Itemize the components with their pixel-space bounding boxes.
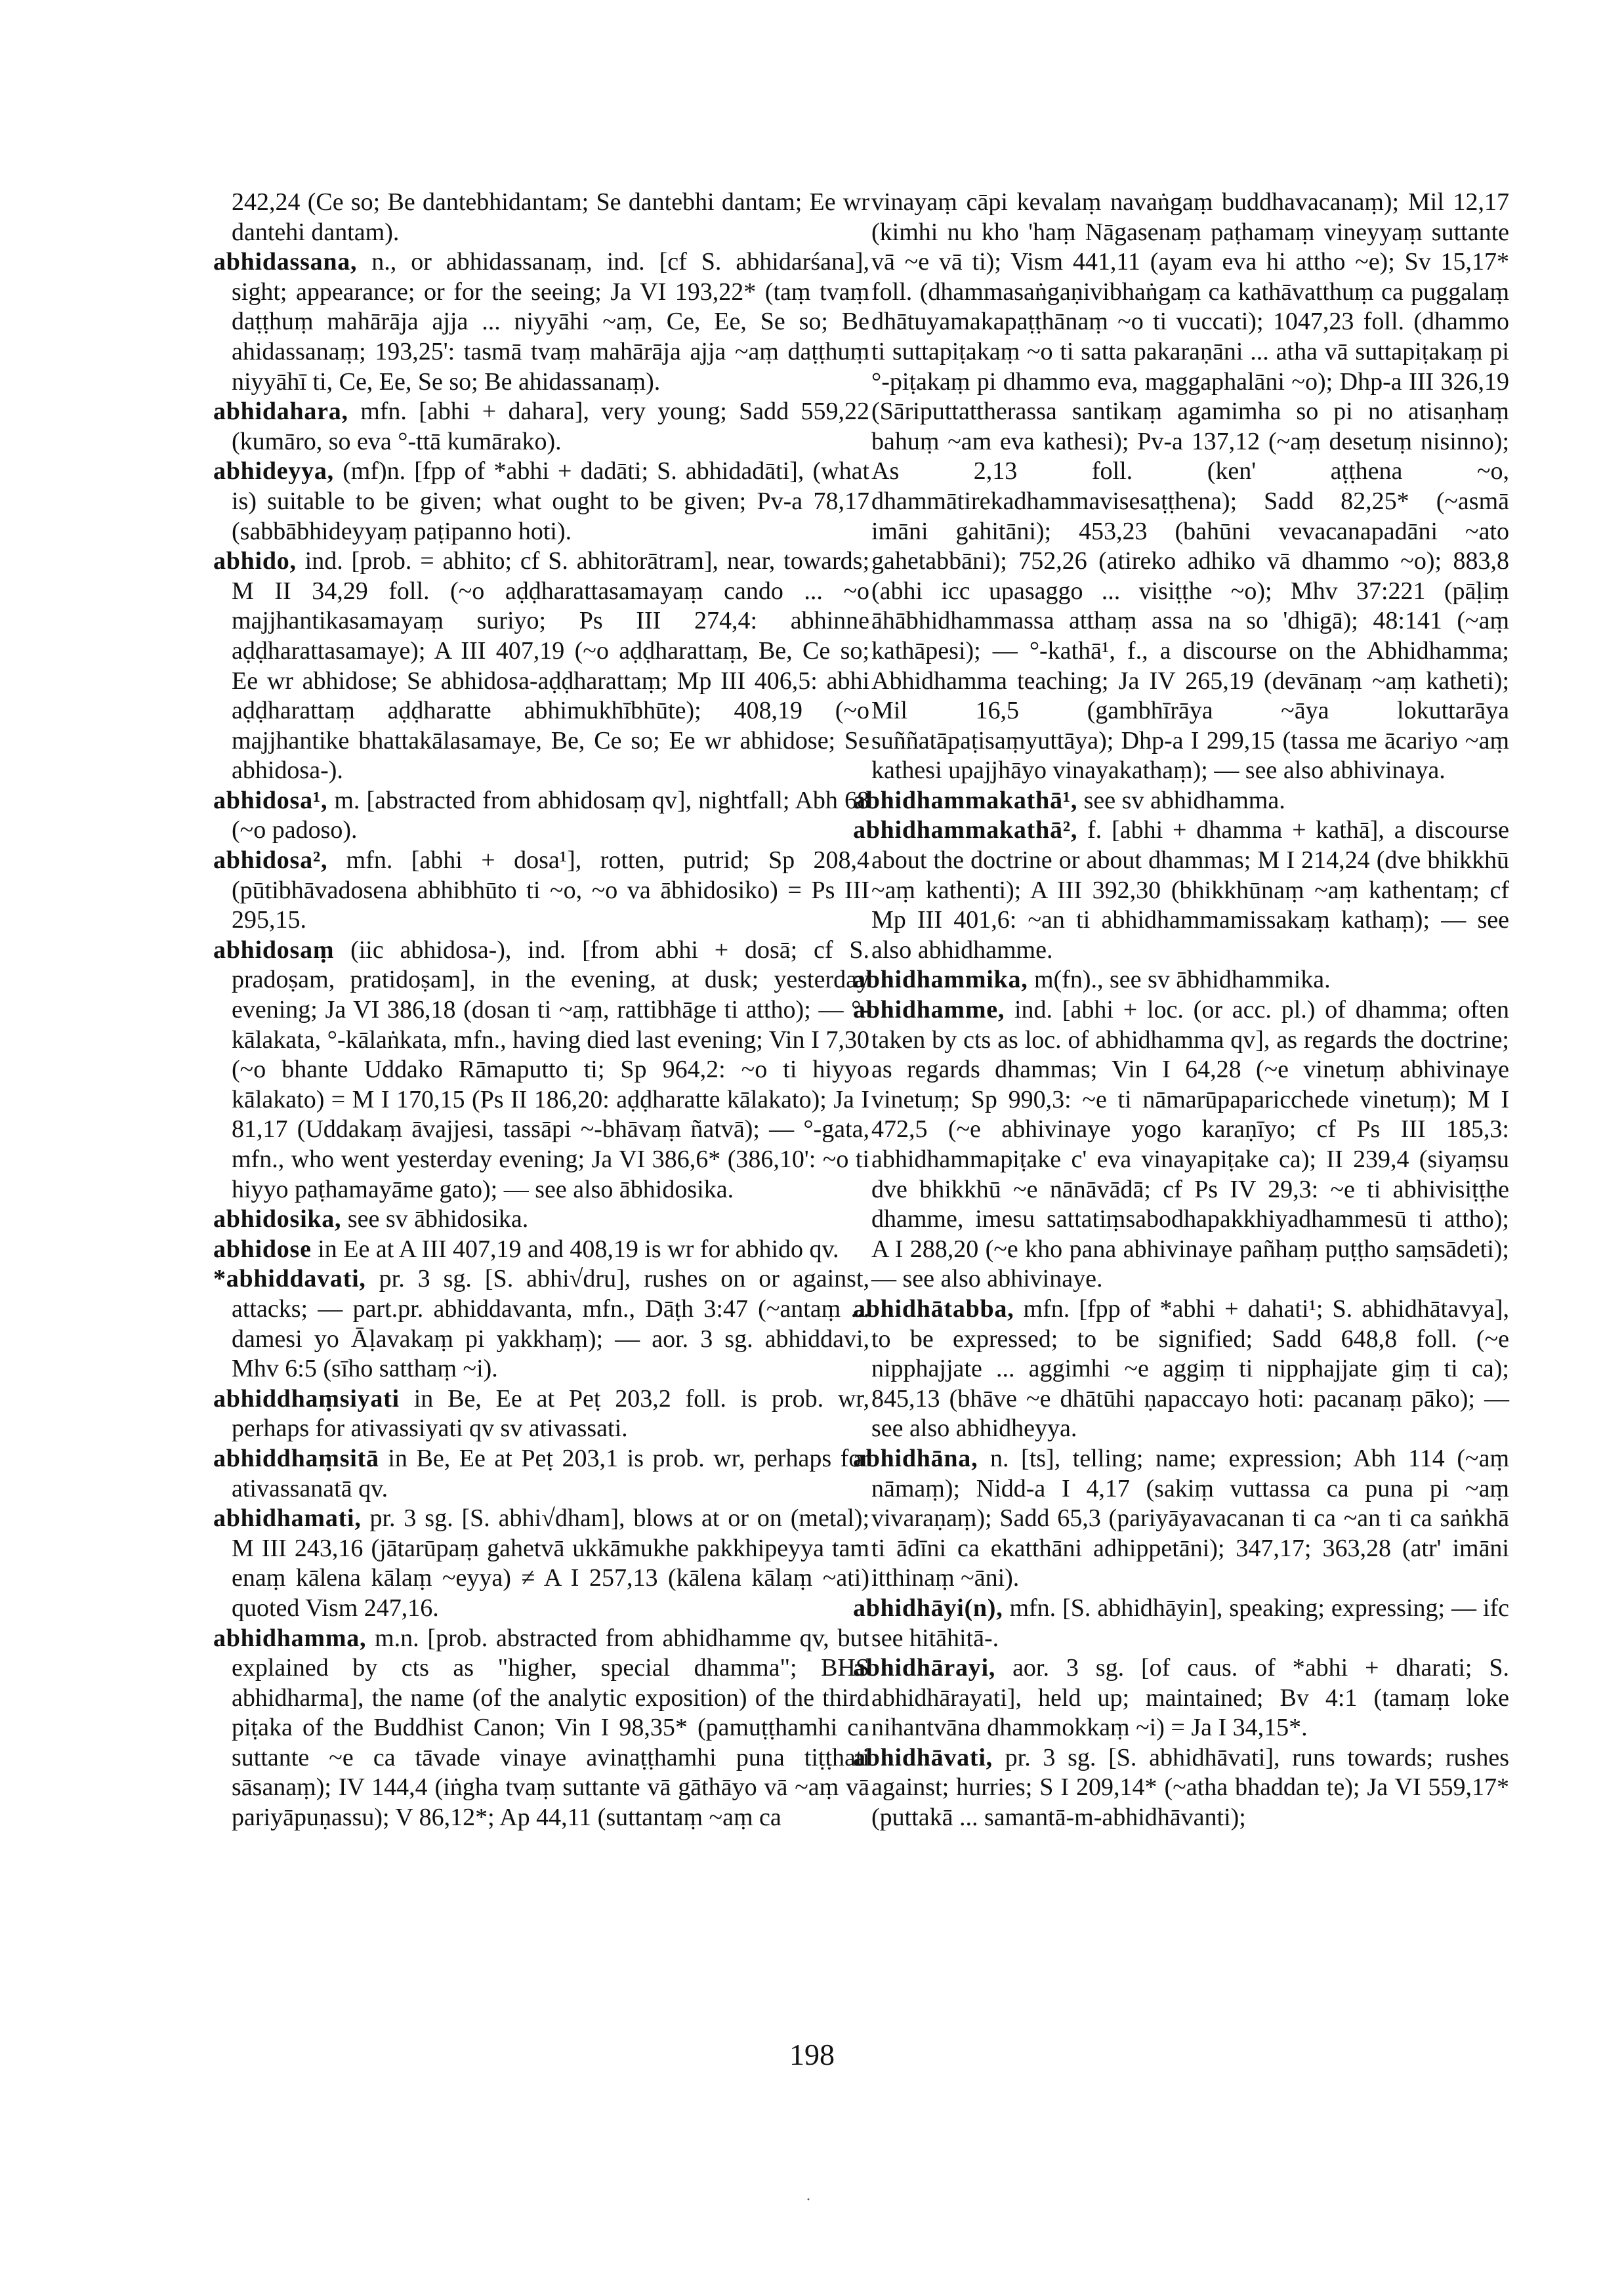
entry-text: ind. [prob. = abhito; cf S. abhitorātram], near, towards; M II 34,29 foll. (~o aḍḍharattasamayaṃ cando ... ~o majjhantikasamayaṃ suriyo; Ps III 274,4: abhinne aḍḍharattasamaye); A III 407,19 (~o aḍḍharattaṃ, Be, Ce so; Ee wr abhidose; Se abhidosa-aḍḍharattaṃ; Mp III 406,5: abhi aḍḍharattaṃ aḍḍharatte abhimukhībhūte); 408,19 (~o majjhantike bhattakālasamaye, Be, Ce so; Ee wr abhidose; Se abhidosa-). [232,547,870,785]
entry-text: see sv abhidhamma. [1083,786,1285,814]
entry-headword: abhidhāyi(n), [853,1594,1003,1622]
entry-text: pr. 3 sg. [S. abhi√dru], rushes on or against, attacks; — part.pr. abhiddavanta, mfn., Dāṭh 3:47 (~antaṃ ... damesi yo Āḷavakaṃ pi yakkhaṃ); — aor. 3 sg. abhiddavi, Mhv 6:5 (sīho satthaṃ ~i). [232,1265,870,1383]
entry-headword: abhideyya, [213,457,334,486]
entry-headword: abhidosika, [213,1205,342,1233]
dictionary-entry [853,965,1509,995]
dictionary-entry [213,188,869,247]
entry-text: mfn. [abhi + dosa¹], rotten, putrid; Sp 208,4 (pūtibhāvadosena abhibhūto ti ~o, ~o va ābhidosiko) = Ps III 295,15. [232,846,869,934]
dictionary-entry [213,786,869,846]
entry-headword: abhidhārayi, [853,1654,996,1682]
dictionary-entry [213,1205,869,1235]
entry-text: m. [abstracted from abhidosaṃ qv], nightfall; Abh 68 (~o padoso). [232,786,870,844]
dictionary-entry [853,786,1509,816]
entry-text: (iic abhidosa-), ind. [from abhi + dosā; cf S. pradoṣam, pratidoṣam], in the evening, at dusk; yesterday evening; Ja VI 386,18 (dosan ti ~aṃ, rattibhāge ti attho); — °-kālakata, °-kālaṅkata, mfn., having died last evening; Vin I 7,30 (~o bhante Uddako Rāmaputto ti; Sp 964,2: ~o ti hiyyo kālakato) = M I 170,15 (Ps II 186,20: aḍḍharatte kālakato); Ja I 81,17 (Uddakaṃ āvajjesi, tassāpi ~-bhāvaṃ ñatvā); — °-gata, mfn., who went yesterday evening; Ja VI 386,6* (386,10': ~o ti hiyyo paṭhamayāme gato); — see also ābhidosika. [232,936,869,1203]
entry-text: vinayaṃ cāpi kevalaṃ navaṅgaṃ buddhavacanaṃ); Mil 12,17 (kimhi nu kho 'haṃ Nāgasenaṃ paṭhamaṃ vineyyaṃ suttante vā ~e vā ti); Vism 441,11 (ayam eva hi attho ~e); Sv 15,17* foll. (dhammasaṅgaṇivibhaṅgaṃ ca kathāvatthuṃ ca puggalaṃ dhātuyamakapaṭṭhānaṃ ~o ti vuccati); 1047,23 foll. (dhammo ti suttapiṭakaṃ ~o ti satta pakaraṇāni ... atha vā suttapiṭakaṃ pi °-piṭakaṃ pi dhammo eva, maggaphalāni ~o); Dhp-a III 326,19 (Sāriputtattherassa santikaṃ agamimha so pi no atisaṇhaṃ bahuṃ ~am eva kathesi); Pv-a 137,12 (~aṃ desetuṃ nisinno); As 2,13 foll. (ken' aṭṭhena ~o, dhammātirekadhammavisesaṭṭhena); Sadd 82,25* (~asmā imāni gahitāni); 453,23 (bahūni vevacanapadāni ~ato gahetabbāni); 752,26 (atireko adhiko vā dhammo ~o); 883,8 (abhi icc upasaggo ... visiṭṭhe ~o); Mhv 37:221 (pāḷiṃ āhābhidhammassa atthaṃ assa na so 'dhigā); 48:141 (~aṃ kathāpesi); — °-kathā¹, f., a discourse on the Abhidhamma; Abhidhamma teaching; Ja IV 265,19 (devānaṃ ~aṃ katheti); Mil 16,5 (gambhīrāya ~āya lokuttarāya suññatāpaṭisaṃyuttāya); Dhp-a I 299,15 (tassa me ācariyo ~aṃ kathesi upajjhāyo vinayakathaṃ); — see also abhivinaya. [871,188,1509,785]
dictionary-entry [853,1294,1509,1444]
right-column [853,188,1509,1833]
entry-headword: abhidhammakathā², [853,816,1078,844]
entry-text: in Be, Ee at Peṭ 203,1 is prob. wr, perhaps for ativassanatā qv. [232,1444,869,1502]
entry-text: ind. [abhi + loc. (or acc. pl.) of dhamma; often taken by cts as loc. of abhidhamma qv], as regards the doctrine; as regards dhammas; Vin I 64,28 (~e vinetuṃ abhivinaye vinetuṃ; Sp 990,3: ~e ti nāmarūpaparicchede vinetuṃ); M I 472,5 (~e abhivinaye yogo karaṇīyo; cf Ps III 185,3: abhidhammapiṭake c' eva vinayapiṭake ca); II 239,4 (siyaṃsu dve bhikkhū ~e nānāvādā; cf Ps IV 29,3: ~e ti abhivisiṭṭhe dhamme, imesu sattatiṃsabodhapakkhiyadhammesū ti attho); A I 288,20 (~e kho pana abhivinaye pañhaṃ puṭṭho saṃsādeti); — see also abhivinaye. [871,996,1509,1293]
entry-headword: abhidassana, [213,248,358,276]
entry-text: pr. 3 sg. [S. abhidhāvati], runs towards; rushes against; hurries; S I 209,14* (~atha bhaddan te); Ja VI 559,17* (puttakā ... samantā-m-abhidhāvanti); [871,1743,1509,1832]
entry-headword: abhidhāvati, [853,1743,993,1771]
entry-headword: abhidose [213,1235,312,1263]
dictionary-entry [853,995,1509,1294]
entry-text: mfn. [S. abhidhāyin], speaking; expressing; — ifc see hitāhitā-. [871,1594,1510,1652]
entry-text: m.n. [prob. abstracted from abhidhamme qv, but explained by cts as "higher, special dhamma"; BHS abhidharma], the name (of the analytic exposition) of the third piṭaka of the Buddhist Canon; Vin I 98,35* (pamuṭṭhamhi ca suttante ~e ca tāvade vinaye avinaṭṭhamhi puna tiṭṭhati sāsanaṃ); IV 144,4 (iṅgha tvaṃ suttante vā gāthāyo vā ~aṃ vā pariyāpuṇassu); V 86,12*; Ap 44,11 (suttantaṃ ~aṃ ca [232,1624,870,1832]
dictionary-entry [213,1504,869,1623]
dictionary-entry [213,1264,869,1384]
dictionary-entry [213,457,869,547]
dictionary-entry [213,247,869,397]
entry-text: pr. 3 sg. [S. abhi√dham], blows at or on (metal); M III 243,16 (jātarūpaṃ gahetvā ukkāmukhe pakkhipeyya tam enaṃ kālena kālaṃ ~eyya) ≠ A I 257,13 (kālena kālaṃ ~ati) quoted Vism 247,16. [232,1504,870,1622]
entry-headword: abhidhammika, [853,966,1028,994]
entry-text: in Ee at A III 407,19 and 408,19 is wr for abhido qv. [318,1235,839,1263]
entry-headword: abhidosa¹, [213,786,328,814]
entry-headword: *abhiddavati, [213,1265,366,1293]
page-number: 198 [789,2038,835,2071]
entry-text: m(fn)., see sv ābhidhammika. [1033,966,1331,994]
entry-text: n., or abhidassanaṃ, ind. [cf S. abhidarśana], sight; appearance; or for the seeing; Ja VI 193,22* (taṃ tvaṃ daṭṭhuṃ mahārāja ajja ... niyyāhi ~aṃ, Ce, Ee, Se so; Be ahidassanaṃ; 193,25': tasmā tvaṃ mahārāja ajja ~aṃ daṭṭhuṃ niyyāhī ti, Ce, Ee, Se so; Be ahidassanaṃ). [232,248,870,396]
dictionary-entry [213,1444,869,1504]
entry-text: mfn. [abhi + dahara], very young; Sadd 559,22 (kumāro, so eva °-ttā kumārako). [232,398,869,455]
dictionary-entry [213,1624,869,1833]
dictionary-entry [853,1594,1509,1653]
entry-headword: abhidhātabba, [853,1294,1014,1323]
dictionary-entry [853,1743,1509,1833]
dictionary-entry [213,936,869,1205]
entry-text: see sv ābhidosika. [347,1205,529,1233]
entry-headword: abhidhamme, [853,996,1005,1024]
entry-headword: abhiddhaṃsitā [213,1444,379,1472]
entry-text: in Be, Ee at Peṭ 203,2 foll. is prob. wr, perhaps for ativassiyati qv sv ativassati. [232,1384,869,1443]
dictionary-entry [213,397,869,457]
entry-text: 242,24 (Ce so; Be dantebhidantam; Se dantebhi dantam; Ee wr dantehi dantam). [232,188,869,246]
entry-text: f. [abhi + dhamma + kathā], a discourse about the doctrine or about dhammas; M I 214,24 (dve bhikkhū ~aṃ kathenti); A III 392,30 (bhikkhūnaṃ ~aṃ kathentaṃ; cf Mp III 401,6: ~an ti abhidhammamissakaṃ kathaṃ); — see also abhidhamme. [871,816,1509,964]
entry-headword: abhido, [213,547,297,575]
entry-headword: abhidosaṃ [213,936,335,964]
entry-text: (mf)n. [fpp of *abhi + dadāti; S. abhidadāti], (what is) suitable to be given; what ought to be given; Pv-a 78,17 (sabbābhideyyaṃ paṭipanno hoti). [232,457,869,545]
entry-headword: abhiddhaṃsiyati [213,1384,400,1413]
dictionary-entry [853,188,1509,786]
footer-mark: · [806,2191,811,2208]
dictionary-entry [853,816,1509,965]
dictionary-entry [853,1444,1509,1594]
left-column [213,188,869,1833]
entry-headword: abhidhammakathā¹, [853,786,1078,814]
dictionary-entry [213,846,869,936]
entry-headword: abhidahara, [213,398,348,426]
dictionary-entry [213,547,869,786]
entry-headword: abhidosa², [213,846,328,875]
entry-headword: abhidhamma, [213,1624,367,1652]
dictionary-entry [213,1235,869,1265]
dictionary-entry [213,1384,869,1444]
dictionary-entry [853,1653,1509,1743]
entry-headword: abhidhamati, [213,1504,362,1533]
entry-text: mfn. [fpp of *abhi + dahati¹; S. abhidhātavya], to be expressed; to be signified; Sadd 648,8 foll. (~e nipphajjate ... aggimhi ~e aggiṃ ti nipphajjate giṃ ti ca); 845,13 (bhāve ~e dhātūhi ṇapaccayo hoti: pacanaṃ pāko); — see also abhidheyya. [871,1294,1510,1443]
entry-text: n. [ts], telling; name; expression; Abh 114 (~aṃ nāmaṃ); Nidd-a I 4,17 (sakiṃ vuttassa ca puna pi ~aṃ vivaraṇaṃ); Sadd 65,3 (pariyāyavacanan ti ca ~an ti ca saṅkhā ti ādīni ca ekatthāni adhippetāni); 347,17; 363,28 (atr' imāni itthinaṃ ~āni). [871,1444,1509,1592]
entry-text: aor. 3 sg. [of caus. of *abhi + dharati; S. abhidhārayati], held up; maintained; Bv 4:1 (tamaṃ loke nihantvāna dhammokkaṃ ~i) = Ja I 34,15*. [871,1654,1510,1742]
entry-headword: abhidhāna, [853,1444,978,1472]
